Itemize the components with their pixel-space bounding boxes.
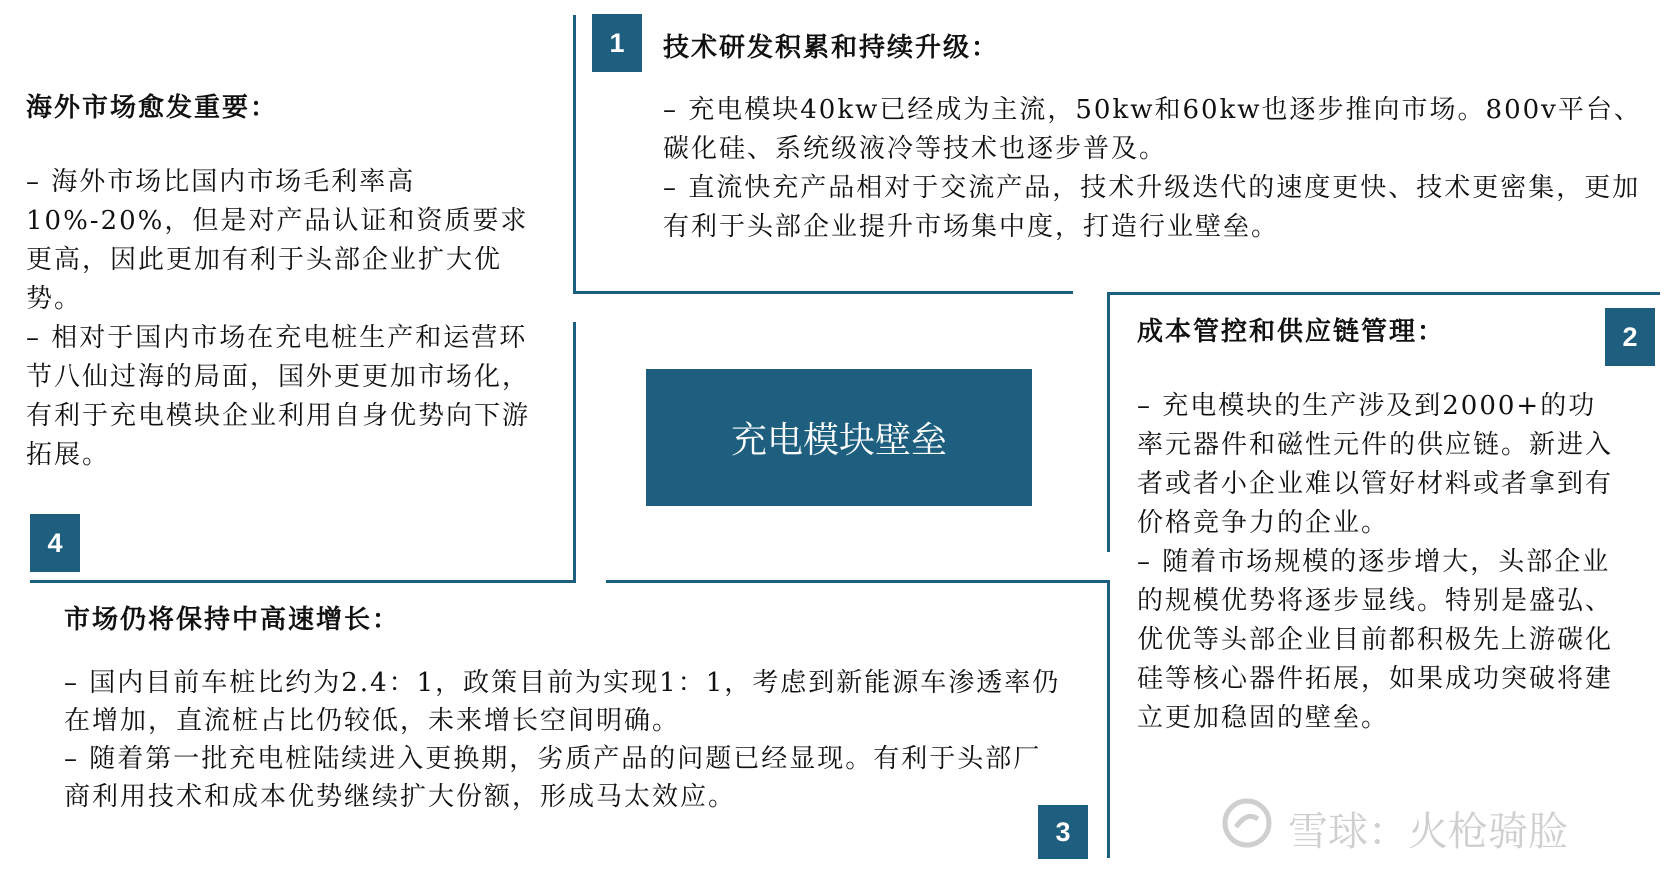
bullet-point: – 随着市场规模的逐步增大，头部企业的规模优势将逐步显线。特别是盛弘、优优等头部企业目前都积极先上游碳化硅等核心器件拓展，如果成功突破将建立更加稳固的壁垒。 [1137, 547, 1614, 733]
divider-line [30, 580, 576, 583]
section-body [1137, 387, 1617, 738]
section-cost [1137, 314, 1617, 738]
divider-line [1107, 292, 1110, 552]
center-title-box [646, 369, 1032, 506]
bullet-point: – 国内目前车桩比约为2.4：1，政策目前为实现1：1，考虑到新能源车渗透率仍在增加，直流桩占比仍较低，未来增长空间明确。 [64, 668, 1061, 736]
divider-line [606, 580, 1109, 583]
bullet-point: – 随着第一批充电桩陆续进入更换期，劣质产品的问题已经显现。有利于头部厂商利用技术和成本优势继续扩大份额，形成马太效应。 [64, 744, 1042, 812]
center-title: 充电模块壁垒 [730, 420, 947, 461]
section-title: 技术研发积累和持续升级： [663, 33, 1000, 63]
bullet-point: – 海外市场比国内市场毛利率高10%-20%，但是对产品认证和资质要求更高，因此更加有利于头部企业扩大优势。 [26, 167, 529, 314]
section-body [663, 91, 1653, 247]
section-number-badge: 1 [592, 14, 642, 72]
snowball-logo-icon [1218, 797, 1276, 859]
divider-line [573, 322, 576, 583]
divider-line [1107, 292, 1660, 295]
section-tech [663, 30, 1653, 247]
section-market-growth [64, 602, 1064, 816]
bullet-point: – 充电模块40kw已经成为主流，50kw和60kw也逐步推向市场。800v平台、碳化硅、系统级液冷等技术也逐步普及。 [663, 95, 1642, 164]
section-body [64, 664, 1064, 816]
section-body [26, 163, 546, 475]
section-number-badge: 2 [1605, 308, 1655, 366]
section-title: 成本管控和供应链管理： [1137, 317, 1446, 347]
section-title: 海外市场愈发重要： [26, 93, 279, 123]
section-overseas [26, 90, 546, 475]
bullet-point: – 直流快充产品相对于交流产品，技术升级迭代的速度更快、技术更密集，更加有利于头部企业提升市场集中度，打造行业壁垒。 [663, 173, 1641, 242]
bullet-point: – 充电模块的生产涉及到2000+的功率元器件和磁性元件的供应链。新进入者或者小企业难以管好材料或者拿到有价格竞争力的企业。 [1137, 391, 1614, 538]
bullet-point: – 相对于国内市场在充电桩生产和运营环节八仙过海的局面，国外更更加市场化，有利于充电模块企业利用自身优势向下游拓展。 [26, 323, 531, 470]
section-number-badge: 3 [1038, 805, 1088, 859]
watermark-text: 雪球：火枪骑脸 [1288, 808, 1568, 855]
divider-line [1107, 580, 1110, 858]
section-number-badge: 4 [30, 514, 80, 572]
divider-line [573, 15, 576, 294]
watermark [1218, 797, 1568, 859]
divider-line [573, 291, 1073, 294]
section-title: 市场仍将保持中高速增长： [64, 605, 401, 635]
